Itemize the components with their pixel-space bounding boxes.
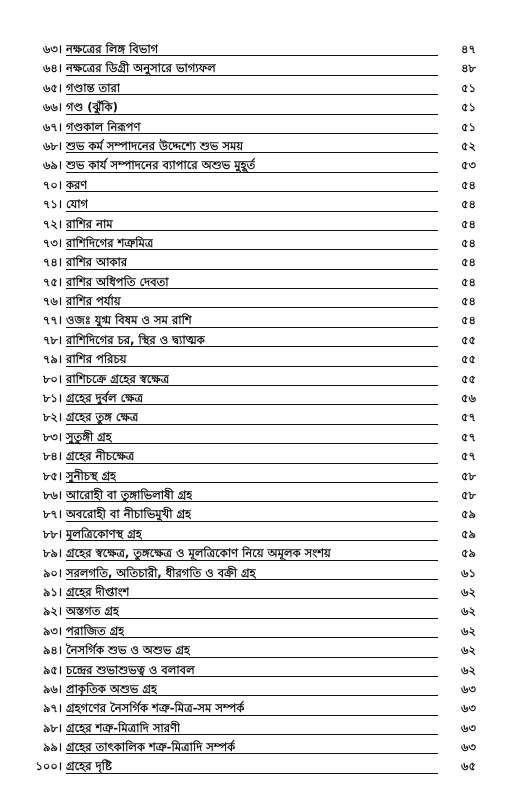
leader-underline (66, 230, 438, 231)
toc-entry (0, 680, 520, 699)
entry-page-number: ৫৪ (461, 197, 476, 212)
toc-entry (0, 195, 520, 214)
entry-number: ৯৭। (42, 701, 62, 716)
toc-entry (0, 467, 520, 486)
entry-number: ৯২। (42, 604, 62, 619)
entry-page-number: ৫৮ (461, 468, 476, 483)
entry-page-number: ৪৮ (461, 61, 476, 76)
toc-entry (0, 331, 520, 350)
entry-page-number: ৫৮ (461, 487, 476, 502)
entry-number: ৮৬। (42, 487, 62, 502)
entry-title: আরোহী বা তুঙ্গাভিলাষী গ্রহ (66, 487, 193, 502)
toc-entry (0, 98, 520, 117)
entry-title: প্রাকৃতিক অশুভ গ্রহ (66, 681, 158, 696)
entry-page-number: ৫১ (461, 119, 476, 134)
entry-number: ৬৯। (42, 158, 62, 173)
entry-number: ৮২। (42, 410, 62, 425)
entry-title: রাশির অধিপতি দেবতা (66, 274, 169, 289)
entry-title: রাশির আকার (66, 255, 128, 270)
entry-number: ৬৫। (42, 80, 62, 95)
entry-number: ৮১। (42, 391, 62, 406)
entry-number: ৯০। (42, 565, 62, 580)
toc-entry (0, 408, 520, 427)
toc-entry (0, 622, 520, 641)
toc-entry (0, 234, 520, 253)
entry-number: ৮৯। (42, 546, 62, 561)
entry-page-number: ৬৩ (461, 701, 476, 716)
leader-underline (66, 773, 438, 774)
toc-entry (0, 389, 520, 408)
toc-entry (0, 428, 520, 447)
entry-page-number: ৫৪ (461, 216, 476, 231)
entry-number: ৭০। (42, 177, 62, 192)
entry-page-number: ৬২ (461, 623, 476, 638)
entry-number: ৭৫। (42, 274, 62, 289)
leader-underline (66, 443, 438, 444)
entry-page-number: ৬৩ (461, 720, 476, 735)
entry-number: ৯৪। (42, 643, 62, 658)
entry-page-number: ৬২ (461, 604, 476, 619)
entry-number: ৬৬। (42, 100, 62, 115)
entry-title: নক্ষত্রের লিঙ্গ বিভাগ (66, 42, 159, 56)
toc-entry (0, 79, 520, 98)
entry-page-number: ৪৭ (461, 42, 476, 56)
entry-title: গ্রহের তুঙ্গ ক্ষেত্র (66, 410, 139, 425)
entry-number: ৯৩। (42, 623, 62, 638)
entry-page-number: ৬২ (461, 643, 476, 658)
leader-underline (66, 94, 438, 95)
entry-title: মূলত্রিকোণস্থ গ্রহ (66, 526, 142, 541)
entry-number: ৬৭। (42, 119, 62, 134)
entry-page-number: ৫১ (461, 80, 476, 95)
toc-entry (0, 641, 520, 660)
toc-entry (0, 137, 520, 156)
entry-page-number: ৫৩ (461, 158, 476, 173)
entry-page-number: ৫৯ (461, 526, 476, 541)
entry-title: গ্রহের শত্রু-মিত্রাদি সারণী (66, 720, 181, 735)
toc-entry (0, 40, 520, 59)
table-of-contents (0, 40, 520, 777)
entry-page-number: ৫৬ (461, 391, 476, 406)
entry-title: গ্রহের তাৎকালিক শত্রু-মিত্রাদি সম্পর্ক (66, 740, 236, 755)
toc-entry (0, 738, 520, 757)
entry-title: চন্দ্রের শুভাশুভত্ব ও বলাবল (66, 662, 195, 677)
entry-page-number: ৫৪ (461, 177, 476, 192)
toc-entry (0, 699, 520, 718)
leader-underline (66, 114, 438, 115)
toc-entry (0, 544, 520, 563)
entry-page-number: ৫৪ (461, 274, 476, 289)
entry-number: ৯১। (42, 584, 62, 599)
entry-number: ৮৮। (42, 526, 62, 541)
entry-title: গ্রহের স্বক্ষেত্র, তুঙ্গক্ষেত্র ও মূলত্রিকোণ নিয়ে অমূলক সংশয় (66, 546, 331, 561)
entry-title: অস্তগত গ্রহ (66, 604, 120, 619)
toc-entry (0, 118, 520, 137)
toc-entry (0, 370, 520, 389)
entry-title: গণ্ডান্ত তারা (66, 80, 121, 95)
entry-page-number: ৫৪ (461, 255, 476, 270)
entry-number: ৮৪। (42, 449, 62, 464)
toc-entry (0, 757, 520, 776)
entry-page-number: ৫৭ (461, 429, 476, 444)
entry-page-number: ৫৫ (461, 332, 476, 347)
entry-number: ৬৪। (42, 61, 62, 76)
entry-title: সরলগতি, অতিচারী, ধীরগতি ও বক্রী গ্রহ (66, 565, 256, 580)
toc-entry (0, 661, 520, 680)
toc-entry (0, 273, 520, 292)
entry-title: শুভ কর্ম সম্পাদনের উদ্দেশ্যে শুভ সময় (66, 138, 244, 153)
entry-number: ৯৬। (42, 681, 62, 696)
toc-entry (0, 564, 520, 583)
leader-underline (66, 307, 438, 308)
entry-page-number: ৫৭ (461, 449, 476, 464)
entry-page-number: ৫৪ (461, 313, 476, 328)
entry-title: নৈসর্গিক শুভ ও অশুভ গ্রহ (66, 643, 191, 658)
entry-number: ৭৭। (42, 313, 62, 328)
toc-entry (0, 602, 520, 621)
entry-page-number: ৬৩ (461, 740, 476, 755)
entry-title: রাশিচক্রে গ্রহের স্বক্ষেত্র (66, 371, 170, 386)
entry-title: গ্রহের দুর্বল ক্ষেত্র (66, 391, 144, 406)
entry-page-number: ৫৫ (461, 352, 476, 367)
entry-number: ৮৩। (42, 429, 62, 444)
entry-page-number: ৫৫ (461, 371, 476, 386)
entry-number: ৭৬। (42, 294, 62, 309)
entry-title: গ্রহগণের নৈসর্গিক শত্রু-মিত্র-সম সম্পর্ক (66, 701, 245, 716)
leader-underline (66, 482, 438, 483)
entry-page-number: ৫৯ (461, 507, 476, 522)
entry-title: গ্রহের নীচক্ষেত্র (66, 449, 135, 464)
leader-underline (66, 191, 438, 192)
entry-title: রাশির পর্যায় (66, 294, 121, 309)
toc-entry (0, 486, 520, 505)
entry-title: গণ্ডকাল নিরূপণ (66, 119, 141, 134)
toc-entry (0, 583, 520, 602)
entry-page-number: ৫৯ (461, 546, 476, 561)
toc-entry (0, 311, 520, 330)
entry-page-number: ৬১ (461, 565, 476, 580)
entry-title: পরাজিত গ্রহ (66, 623, 125, 638)
entry-page-number: ৬৩ (461, 681, 476, 696)
entry-title: গ্রহের দৃষ্টি (66, 759, 112, 774)
entry-page-number: ৬৫ (461, 759, 476, 774)
entry-page-number: ৫১ (461, 100, 476, 115)
entry-number: ৭২। (42, 216, 62, 231)
entry-title: শুভ কার্য সম্পাদনের ব্যাপারে অশুভ মুহূর্ত (66, 158, 256, 173)
entry-page-number: ৫৪ (461, 294, 476, 309)
entry-number: ৮৭। (42, 507, 62, 522)
toc-entry (0, 292, 520, 311)
toc-entry (0, 59, 520, 78)
toc-entry (0, 447, 520, 466)
entry-number: ৭১। (42, 197, 62, 212)
leader-underline (66, 211, 438, 212)
entry-title: অবরোহী বা নীচাভিমুখী গ্রহ (66, 507, 192, 522)
entry-title: গণ্ড (ঝুঁকি) (66, 100, 118, 115)
entry-number: ৮৫। (42, 468, 62, 483)
entry-number: ৮০। (42, 371, 62, 386)
toc-entry (0, 505, 520, 524)
toc-entry (0, 215, 520, 234)
entry-title: রাশির পরিচয় (66, 352, 127, 367)
entry-page-number: ৫২ (461, 138, 476, 153)
entry-page-number: ৬২ (461, 584, 476, 599)
entry-number: ৬৩। (42, 42, 62, 56)
entry-title: সুনীচস্থ গ্রহ (66, 468, 117, 483)
toc-entry (0, 350, 520, 369)
toc-entry (0, 525, 520, 544)
entry-page-number: ৫৭ (461, 410, 476, 425)
toc-entry (0, 253, 520, 272)
entry-page-number: ৫৪ (461, 235, 476, 250)
entry-title: করণ (66, 177, 88, 192)
toc-entry (0, 176, 520, 195)
entry-number: ৭৩। (42, 235, 62, 250)
entry-number: ১০০। (35, 759, 62, 774)
entry-number: ৯৮। (42, 720, 62, 735)
entry-title: ওজঃ যুগ্ম বিষম ও সম রাশি (66, 313, 192, 328)
entry-title: গ্রহের দীপ্তাংশ (66, 584, 130, 599)
entry-number: ৭৮। (42, 332, 62, 347)
toc-entry (0, 719, 520, 738)
entry-number: ৯৯। (42, 740, 62, 755)
entry-number: ৯৫। (42, 662, 62, 677)
toc-entry (0, 156, 520, 175)
entry-title: নক্ষত্রের ডিগ্রী অনুসারে ভাগ্যফল (66, 61, 216, 76)
entry-title: সুতুঙ্গী গ্রহ (66, 429, 112, 444)
entry-number: ৬৮। (42, 138, 62, 153)
entry-title: রাশিদিগের চর, স্থির ও দ্ব্যাত্মক (66, 332, 205, 347)
entry-title: যোগ (66, 197, 89, 212)
entry-number: ৭৯। (42, 352, 62, 367)
entry-title: রাশিদিগের শত্রুমিত্র (66, 235, 154, 250)
entry-page-number: ৬২ (461, 662, 476, 677)
leader-underline (66, 618, 438, 619)
entry-title: রাশির নাম (66, 216, 113, 231)
entry-number: ৭৪। (42, 255, 62, 270)
